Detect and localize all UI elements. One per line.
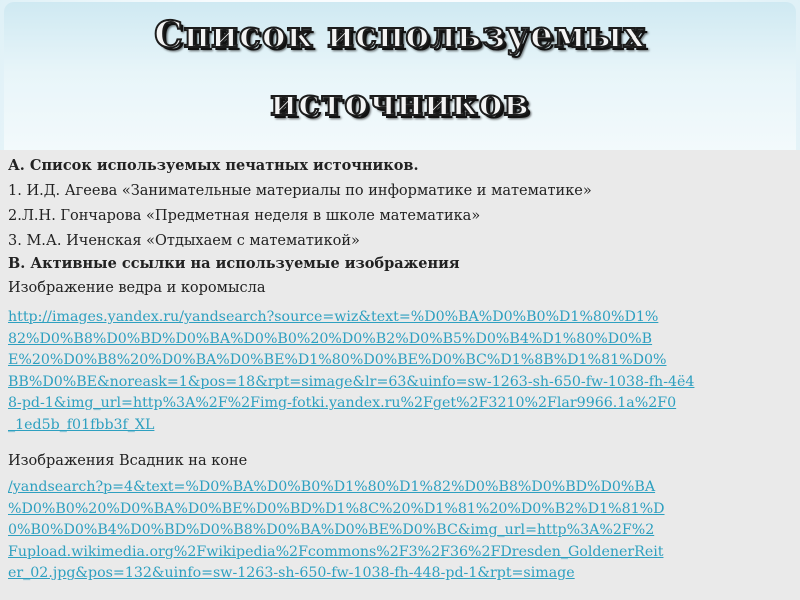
image2-link-line[interactable]: 0%B0%D0%B4%D0%BD%D0%B8%D0%BA%D0%BE%D0%BC&img_url=http%3A%2F%2 — [8, 522, 655, 539]
image2-link-line[interactable]: er_02.jpg&pos=132&uinfo=sw-1263-sh-650-fw-1038-fh-448-pd-1&rpt=simage — [8, 565, 575, 582]
image1-link-line[interactable]: http://images.yandex.ru/yandsearch?source=wiz&text=%D0%BA%D0%B0%D1%80%D1% — [8, 309, 659, 325]
image1-caption: Изображение ведра и коромысла — [8, 280, 266, 296]
image1-link-line[interactable]: _1ed5b_f01fbb3f_XL — [8, 417, 155, 433]
image1-link-line[interactable]: E%20%D0%B8%20%D0%BA%D0%BE%D1%80%D0%BE%D0%BC%D1%8B%D1%81%D0% — [8, 352, 667, 369]
image1-link-line[interactable]: BB%D0%BE&noreask=1&pos=18&rpt=simage&lr=63&uinfo=sw-1263-sh-650-fw-1038-fh-4ё4 — [8, 373, 695, 390]
sources-content-panel — [0, 150, 800, 600]
image2-caption: Изображения Всадник на коне — [8, 453, 248, 469]
image1-link-line[interactable]: 82%D0%B8%D0%BD%D0%BA%D0%B0%20%D0%B2%D0%B5%D0%B4%D1%80%D0%B — [8, 330, 653, 347]
image2-link-line[interactable]: %D0%B0%20%D0%BA%D0%BE%D0%BD%D1%8C%20%D1%81%20%D0%B2%D1%81%D — [8, 500, 665, 517]
slide-title-line-1: Список используемых — [154, 14, 646, 56]
image2-link-line[interactable]: /yandsearch?p=4&text=%D0%BA%D0%B0%D1%80%D1%82%D0%B8%D0%BD%D0%BA — [8, 479, 656, 495]
section-a-heading: А. Список используемых печатных источников. — [8, 157, 419, 174]
section-b-heading: В. Активные ссылки на используемые изображения — [8, 255, 460, 272]
image2-link-line[interactable]: Fupload.wikimedia.org%2Fwikipedia%2Fcommons%2F3%2F36%2FDresden_GoldenerReit — [8, 543, 664, 560]
image1-link-line[interactable]: 8-pd-1&img_url=http%3A%2F%2Fimg-fotki.yandex.ru%2Fget%2F3210%2Flar9966.1a%2F0 — [8, 395, 677, 412]
source-item-3: 3. М.А. Иченская «Отдыхаем с математикой» — [8, 233, 360, 249]
source-item-2: 2.Л.Н. Гончарова «Предметная неделя в школе математика» — [8, 208, 481, 224]
source-item-1: 1. И.Д. Агеева «Занимательные материалы по информатике и математике» — [8, 183, 592, 199]
slide-title-line-2: источников — [270, 82, 530, 124]
